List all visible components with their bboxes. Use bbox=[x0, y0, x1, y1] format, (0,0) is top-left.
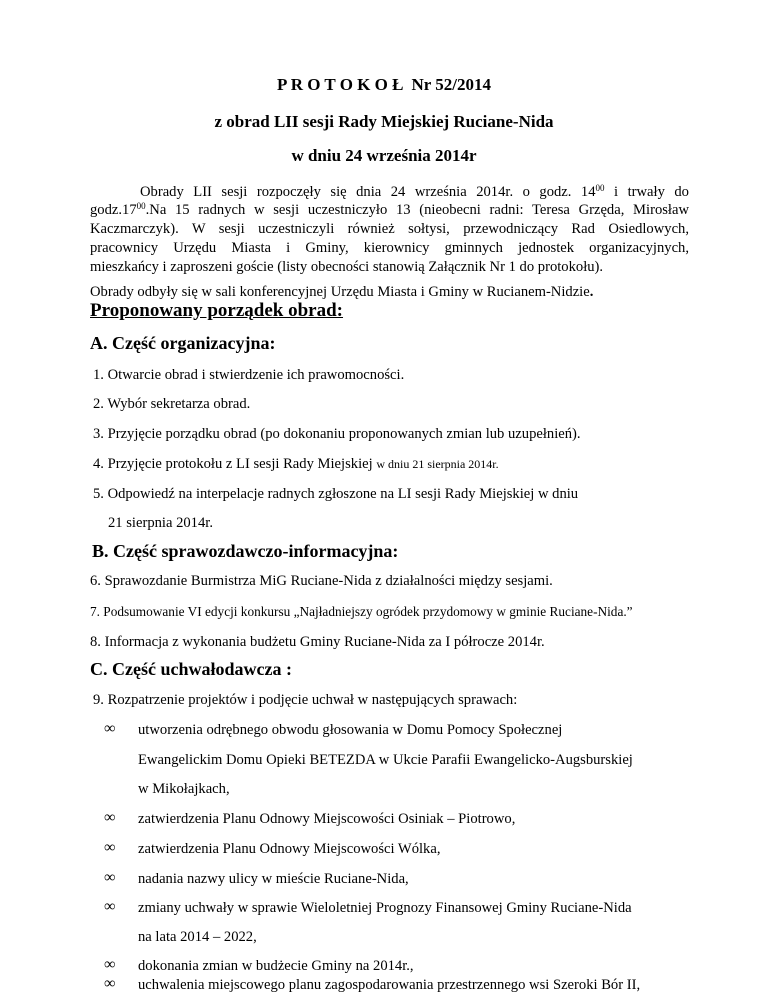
agenda-item-9: 9. Rozpatrzenie projektów i podjęcie uchwał w następujących sprawach: bbox=[93, 692, 518, 708]
infinity-bullet-icon: ∞ bbox=[104, 975, 116, 992]
section-c-title: C. Część uchwałodawcza : bbox=[90, 659, 292, 679]
intro-line-5: mieszkańcy i zaproszeni goście (listy obecności stanowią Załącznik Nr 1 do protokołu). bbox=[90, 259, 604, 275]
intro-line-1-end: i trwały do bbox=[604, 184, 689, 200]
agenda-item-5-line-2: 21 sierpnia 2014r. bbox=[108, 515, 213, 531]
section-b-title: B. Część sprawozdawczo-informacyjna: bbox=[92, 541, 399, 561]
bullet-6: dokonania zmian w budżecie Gminy na 2014r., bbox=[138, 958, 414, 974]
agenda-item-6: 6. Sprawozdanie Burmistrza MiG Ruciane-Nida z działalności między sesjami. bbox=[90, 573, 553, 589]
infinity-bullet-icon: ∞ bbox=[104, 869, 116, 886]
agenda-item-4 bbox=[93, 455, 499, 473]
bullet-1-line-2: Ewangelickim Domu Opieki BETEZDA w Ukcie Parafii Ewangelicko-Augsburskiej bbox=[138, 752, 633, 768]
agenda-item-8: 8. Informacja z wykonania budżetu Gminy Ruciane-Nida za I półrocze 2014r. bbox=[90, 634, 545, 650]
intro-start-minutes: 00 bbox=[595, 183, 605, 193]
infinity-bullet-icon: ∞ bbox=[104, 839, 116, 856]
section-a-title: A. Część organizacyjna: bbox=[90, 333, 276, 353]
protocol-date: w dniu 24 września 2014r bbox=[291, 146, 477, 165]
protocol-title bbox=[0, 76, 768, 94]
infinity-bullet-icon: ∞ bbox=[104, 720, 116, 737]
intro-end-minutes: 00 bbox=[136, 201, 146, 211]
protocol-number: Nr 52/2014 bbox=[411, 75, 491, 94]
bullet-4: nadania nazwy ulicy w mieście Ruciane-Nida, bbox=[138, 871, 409, 887]
infinity-bullet-icon: ∞ bbox=[104, 956, 116, 973]
infinity-bullet-icon: ∞ bbox=[104, 898, 116, 915]
intro-line-1-text: Obrady LII sesji rozpoczęły się dnia 24 września 2014r. o godz. 14 bbox=[140, 184, 596, 200]
intro-line-6-text: Obrady odbyły się w sali konferencyjnej Urzędu Miasta i Gminy w Rucianem-Nidzie bbox=[90, 284, 590, 300]
agenda-item-1: 1. Otwarcie obrad i stwierdzenie ich prawomocności. bbox=[93, 367, 405, 383]
bullet-3: zatwierdzenia Planu Odnowy Miejscowości Wólka, bbox=[138, 841, 441, 857]
intro-line-2-text: godz.17 bbox=[90, 202, 137, 218]
bullet-1-line-1: utworzenia odrębnego obwodu głosowania w Domu Pomocy Społecznej bbox=[138, 722, 563, 738]
intro-line-4: pracownicy Urzędu Miasta i Gminy, kierownicy gminnych jednostek organizacyjnych, bbox=[90, 240, 689, 256]
agenda-item-4-date: w dniu 21 sierpnia 2014r. bbox=[376, 457, 499, 471]
bullet-5-line-2: na lata 2014 – 2022, bbox=[138, 929, 257, 945]
agenda-item-4-text: 4. Przyjęcie protokołu z LI sesji Rady Miejskiej bbox=[93, 456, 377, 472]
protocol-subtitle: z obrad LII sesji Rady Miejskiej Ruciane-Nida bbox=[214, 112, 554, 131]
intro-line-2-end: .Na 15 radnych w sesji uczestniczyło 13 (nieobecni radni: Teresa Grzęda, Mirosław bbox=[145, 202, 689, 218]
intro-line-2 bbox=[90, 201, 689, 219]
protocol-title-word: P R O T O K O Ł bbox=[277, 75, 404, 94]
intro-line-1 bbox=[90, 183, 689, 201]
intro-line-3: Kaczmarczyk). W sesji uczestniczyli również sołtysi, przewodniczący Rad Osiedlowych, bbox=[90, 221, 689, 237]
bullet-2: zatwierdzenia Planu Odnowy Miejscowości Osiniak – Piotrowo, bbox=[138, 811, 516, 827]
intro-line-6 bbox=[90, 283, 593, 301]
agenda-item-5-line-1: 5. Odpowiedź na interpelacje radnych zgłoszone na LI sesji Rady Miejskiej w dniu bbox=[93, 486, 579, 502]
bullet-7: uchwalenia miejscowego planu zagospodarowania przestrzennego wsi Szeroki Bór II, bbox=[138, 977, 641, 993]
agenda-item-2: 2. Wybór sekretarza obrad. bbox=[93, 396, 251, 412]
infinity-bullet-icon: ∞ bbox=[104, 809, 116, 826]
bullet-1-line-3: w Mikołajkach, bbox=[138, 781, 230, 797]
agenda-item-3: 3. Przyjęcie porządku obrad (po dokonaniu proponowanych zmian lub uzupełnień). bbox=[93, 426, 581, 442]
agenda-heading: Proponowany porządek obrad: bbox=[90, 300, 344, 321]
agenda-item-7: 7. Podsumowanie VI edycji konkursu „Najładniejszy ogródek przydomowy w gminie Ruciane-Nida.” bbox=[90, 604, 633, 619]
intro-line-6-dot: . bbox=[589, 284, 594, 300]
bullet-5-line-1: zmiany uchwały w sprawie Wieloletniej Prognozy Finansowej Gminy Ruciane-Nida bbox=[138, 900, 632, 916]
